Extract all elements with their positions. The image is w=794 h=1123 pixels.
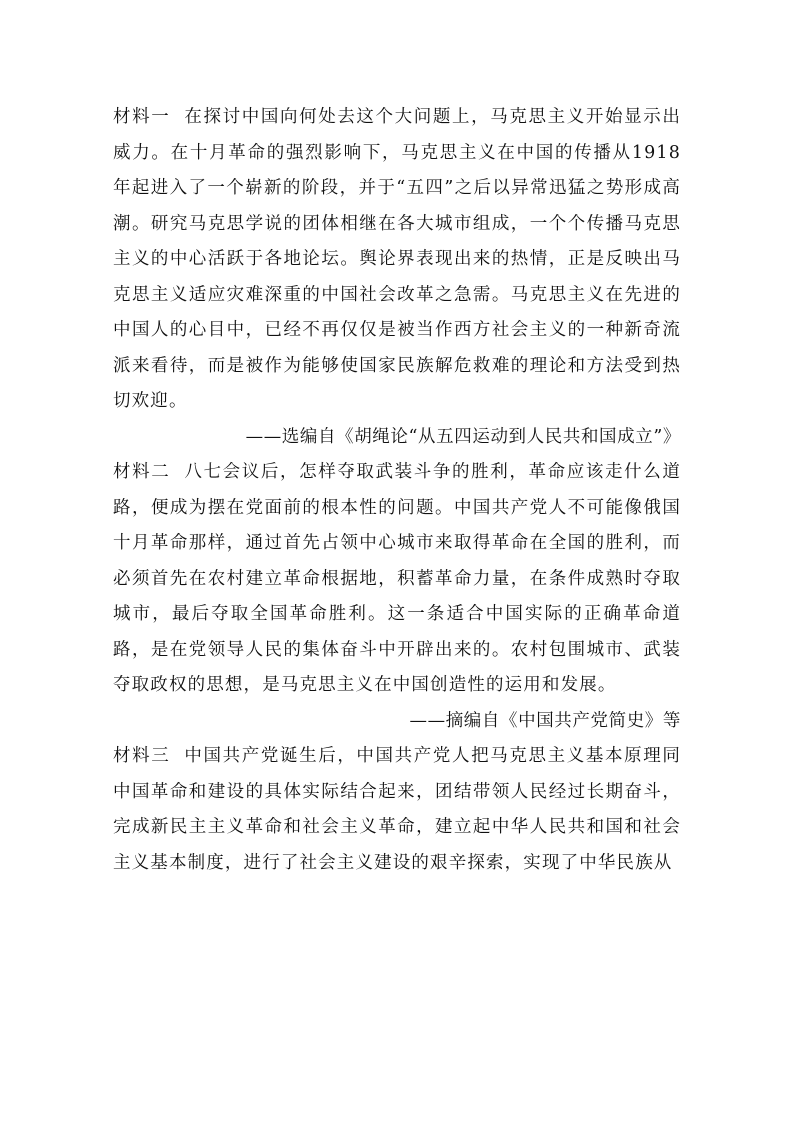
material-2-label: 材料二 bbox=[113, 462, 171, 482]
material-3-text: 中国共产党诞生后，中国共产党人把马克思主义基本原理同中国革命和建设的具体实际结合起来，团结带领人民经过长期奋斗，完成新民主主义革命和社会主义革命，建立起中华人民共和国和社会主义基本制度，进行了社会主义建设的艰辛探索，实现了中华民族从 bbox=[113, 746, 681, 873]
material-3-label: 材料三 bbox=[113, 746, 171, 766]
material-3-paragraph bbox=[113, 739, 681, 881]
material-2-text: 八七会议后，怎样夺取武装斗争的胜利，革命应该走什么道路，便成为摆在党面前的根本性的问题。中国共产党人不可能像俄国十月革命那样，通过首先占领中心城市来取得革命在全国的胜利，而必须首先在农村建立革命根据地，积蓄革命力量，在条件成熟时夺取城市，最后夺取全国革命胜利。这一条适合中国实际的正确革命道路，是在党领导人民的集体奋斗中开辟出来的。农村包围城市、武装夺取政权的思想，是马克思主义在中国创造性的运用和发展。 bbox=[113, 462, 681, 695]
material-1-paragraph bbox=[113, 100, 681, 420]
material-1-label: 材料一 bbox=[113, 107, 171, 127]
document-body bbox=[113, 100, 681, 881]
material-1-source: ——选编自《胡绳论“从五四运动到人民共和国成立”》 bbox=[245, 426, 681, 447]
material-2-source: ——摘编自《中国共产党简史》等 bbox=[409, 710, 681, 731]
material-2-paragraph bbox=[113, 455, 681, 704]
material-1-text: 在探讨中国向何处去这个大问题上，马克思主义开始显示出威力。在十月革命的强烈影响下，马克思主义在中国的传播从1918年起进入了一个崭新的阶段，并于“五四”之后以异常迅猛之势形成高潮。研究马克思学说的团体相继在各大城市组成，一个个传播马克思主义的中心活跃于各地论坛。舆论界表现出来的热情，正是反映出马克思主义适应灾难深重的中国社会改革之急需。马克思主义在先进的中国人的心目中，已经不再仅仅是被当作西方社会主义的一种新奇流派来看待，而是被作为能够使国家民族解危救难的理论和方法受到热切欢迎。 bbox=[113, 107, 681, 411]
